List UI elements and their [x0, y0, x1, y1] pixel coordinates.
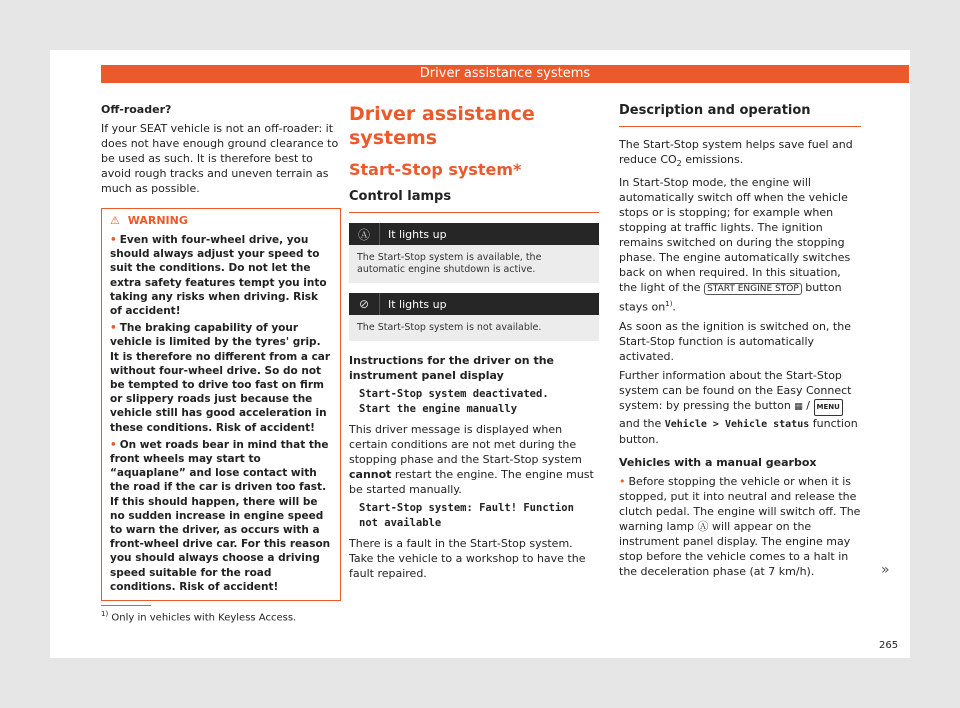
warning-item: • The braking capability of your vehicle is limited by the tyres' grip. It is therefore no different from a car without four-wheel drive. So do not be tempted to drive too fast on firm or slippery roads just because the vehicle still has good acceleration in these conditions. Risk of accident!	[110, 322, 331, 434]
bullet-paragraph: • Before stopping the vehicle or when it is stopped, put it into neutral and release the clutch pedal. The engine will switch off. The warning lamp Ⓐ will appear on the instrument panel display. The engine may stop before the vehicle comes to a halt in the deceleration phase (at 7 km/h).	[619, 474, 861, 578]
offroader-paragraph: If your SEAT vehicle is not an off-roader: it does not have enough ground clearance to be used as such. It is therefore best to avoid rough tracks and uneven terrain as much as possible.	[101, 122, 339, 195]
warning-title: WARNING	[127, 214, 188, 227]
lamp-block	[349, 293, 599, 341]
menu-button-icon: MENU	[814, 399, 843, 416]
bullet-icon: •	[110, 234, 117, 246]
paragraph: As soon as the ignition is switched on, the Start-Stop function is automatically activated.	[619, 319, 851, 363]
bullet-icon: •	[110, 322, 117, 335]
offroader-title: Off-roader?	[101, 103, 172, 116]
lamp-description: The Start-Stop system is available, the automatic engine shutdown is active.	[357, 252, 542, 275]
bullet-icon: •	[110, 438, 117, 451]
warning-box	[101, 208, 341, 601]
column-middle	[349, 102, 599, 585]
divider	[379, 293, 380, 315]
page	[50, 50, 910, 658]
message-explanation: This driver message is displayed when certain conditions are not met during the stopping phase and the Start-Stop system cannot restart the engine. The engine must be started manually.	[349, 423, 594, 496]
driver-message: Start-Stop system deactivated. Start the engine manually	[359, 388, 549, 415]
footnote: $^{1)}$ Only in vehicles with Keyless Access.	[101, 610, 297, 624]
warning-header	[102, 209, 340, 230]
driver-message: Start-Stop system: Fault! Function not available	[359, 502, 574, 529]
footnote-divider	[101, 605, 151, 606]
page-number: 265	[879, 640, 899, 651]
warning-icon: ⚠	[110, 214, 120, 227]
lamp-header	[349, 293, 599, 315]
subsection-title: Start-Stop system*	[349, 160, 522, 179]
description-heading: Description and operation	[619, 102, 861, 127]
manual-gearbox-heading: Vehicles with a manual gearbox	[619, 455, 817, 469]
lamp-description: The Start-Stop system is not available.	[357, 322, 542, 333]
section-title: Driver assistance systems	[349, 103, 535, 149]
control-lamps-heading: Control lamps	[349, 188, 599, 213]
start-stop-lamp-icon: Ⓐ	[357, 227, 370, 242]
divider	[379, 223, 380, 245]
lamp-header-text: It lights up	[388, 297, 447, 311]
start-engine-stop-button-label: START ENGINE STOP	[704, 283, 802, 295]
lamp-header-text: It lights up	[388, 227, 447, 241]
instructions-heading: Instructions for the driver on the instrument panel display	[349, 354, 554, 382]
paragraph: The Start-Stop system helps save fuel and reduce $CO_2$ emissions.	[619, 138, 853, 169]
start-stop-off-lamp-icon: ⊘	[358, 297, 370, 311]
paragraph: In Start-Stop mode, the engine will automatically switch off when the vehicle stops or is stopping; for example when stopping at traffic lights. The ignition remains switched on during the stopping phase. The engine automatically switches back on when required. In this situation, the light of the START ENGINE STOP button stays $on^{1)}$.	[619, 176, 851, 314]
column-left	[101, 102, 341, 601]
bullet-icon: •	[619, 474, 626, 488]
warning-item: • Even with four-wheel drive, you should always adjust your speed to suit the conditions. Do not let the extra safety features tempt you into taking any risks when driving. Risk of accident!	[110, 234, 327, 318]
lamp-header	[349, 223, 599, 245]
column-right	[619, 102, 861, 583]
page-header: Driver assistance systems	[101, 65, 909, 83]
grid-icon: ▦	[794, 401, 803, 412]
paragraph: Further information about the Start-Stop system can be found on the Easy Connect system: by pressing the button ▦ / MENU and the Vehicle > Vehicle status function button.	[619, 368, 858, 446]
continue-arrow-icon: »	[881, 562, 890, 578]
warning-item: • On wet roads bear in mind that the front wheels may start to “aquaplane” and lose contact with the road if the car is driven too fast. If this should happen, there will be no sudden increase in engine speed to warn the driver, as occurs with a front-wheel drive car. For this reason you should always choose a driving speed suitable for the road conditions. Risk of accident!	[110, 438, 331, 593]
lamp-block	[349, 223, 599, 283]
fault-explanation: There is a fault in the Start-Stop system. Take the vehicle to a workshop to have the fault repaired.	[349, 537, 586, 580]
